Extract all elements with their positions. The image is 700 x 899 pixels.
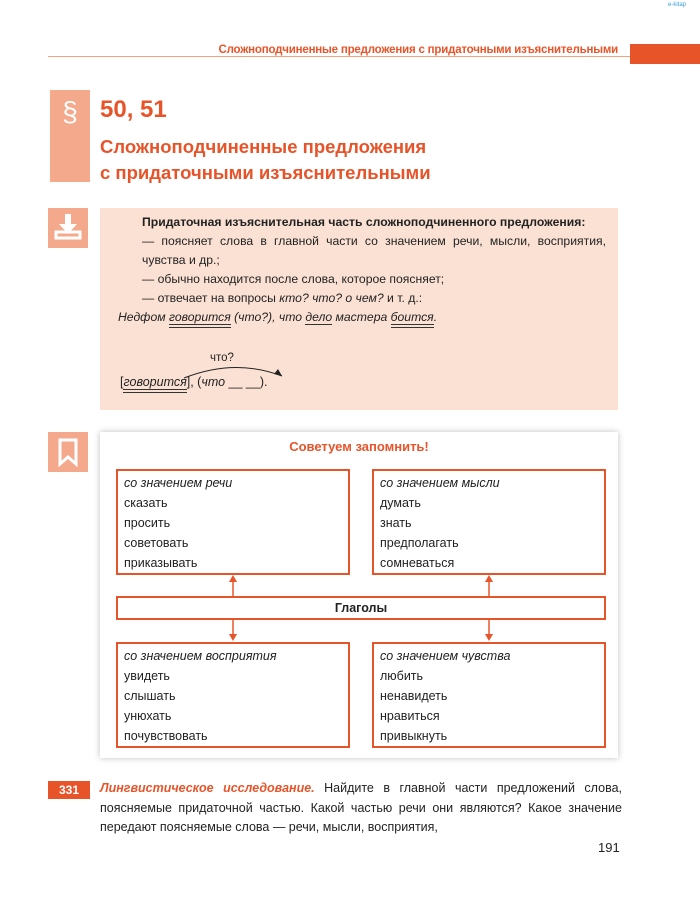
box-heading: со значением речи bbox=[124, 476, 233, 490]
list-item: советовать bbox=[124, 536, 189, 550]
list-item: думать bbox=[380, 496, 421, 510]
section-title-line1: Сложноподчиненные предложения bbox=[100, 136, 427, 157]
list-item: сказать bbox=[124, 496, 168, 510]
list-item: приказывать bbox=[124, 556, 198, 570]
memo-title: Советуем запомнить! bbox=[289, 439, 429, 454]
sentence-scheme: [говорится], (что __ __). bbox=[120, 375, 267, 389]
rule-text bbox=[118, 213, 606, 327]
rule-item-3: — отвечает на вопросы кто? что? о чем? и т. д.: bbox=[142, 291, 423, 305]
rule-heading: Придаточная изъяснительная часть сложноподчиненного предложения: bbox=[142, 215, 586, 229]
verbs-thought-box bbox=[372, 469, 606, 575]
exercise-text bbox=[100, 779, 622, 838]
box-heading: со значением мысли bbox=[380, 476, 500, 490]
section-number: 50, 51 bbox=[100, 96, 167, 123]
section-title bbox=[100, 134, 431, 186]
rule-example: Недфом говорится (что?), что дело мастера боится. bbox=[118, 308, 606, 327]
running-title: Сложноподчиненные предложения с придаточными изъяснительными bbox=[218, 44, 618, 56]
list-item: знать bbox=[380, 516, 412, 530]
exercise-title: Лингвистическое исследование. bbox=[100, 781, 315, 795]
download-icon bbox=[48, 208, 88, 248]
list-item: просить bbox=[124, 516, 171, 530]
list-item: почувствовать bbox=[124, 729, 208, 743]
verbs-speech-box bbox=[116, 469, 350, 575]
header-accent-bar bbox=[630, 44, 700, 64]
verbs-feeling-box bbox=[372, 642, 606, 748]
list-item: сомневаться bbox=[380, 556, 455, 570]
bookmark-icon bbox=[48, 432, 88, 472]
rule-item-1: — поясняет слова в главной части со значением речи, мысли, восприятия, чувства и др.; bbox=[142, 234, 606, 267]
list-item: предполагать bbox=[380, 536, 459, 550]
exercise-number: 331 bbox=[48, 781, 90, 799]
scheme-question: что? bbox=[210, 352, 234, 364]
section-title-line2: с придаточными изъяснительными bbox=[100, 162, 431, 183]
verbs-center-label: Глаголы bbox=[116, 596, 606, 620]
verbs-perception-box bbox=[116, 642, 350, 748]
list-item: привыкнуть bbox=[380, 729, 448, 743]
box-heading: со значением чувства bbox=[380, 649, 511, 663]
rule-item-2: — обычно находится после слова, которое поясняет; bbox=[142, 272, 445, 286]
list-item: нравиться bbox=[380, 709, 440, 723]
list-item: любить bbox=[380, 669, 424, 683]
page-number: 191 bbox=[598, 840, 620, 855]
section-symbol: § bbox=[62, 96, 78, 127]
list-item: унюхать bbox=[124, 709, 172, 723]
publisher-logo: e-kitap bbox=[668, 2, 687, 8]
list-item: слышать bbox=[124, 689, 176, 703]
list-item: ненавидеть bbox=[380, 689, 448, 703]
header-rule bbox=[48, 56, 630, 57]
box-heading: со значением восприятия bbox=[124, 649, 277, 663]
list-item: увидеть bbox=[124, 669, 170, 683]
exercise-body: Найдите в главной части предложений слова, поясняемые придаточной частью. Какой частью речи они являются? Какое значение передают поясняемые слова — речи, мысли, восприятия, bbox=[100, 781, 622, 834]
